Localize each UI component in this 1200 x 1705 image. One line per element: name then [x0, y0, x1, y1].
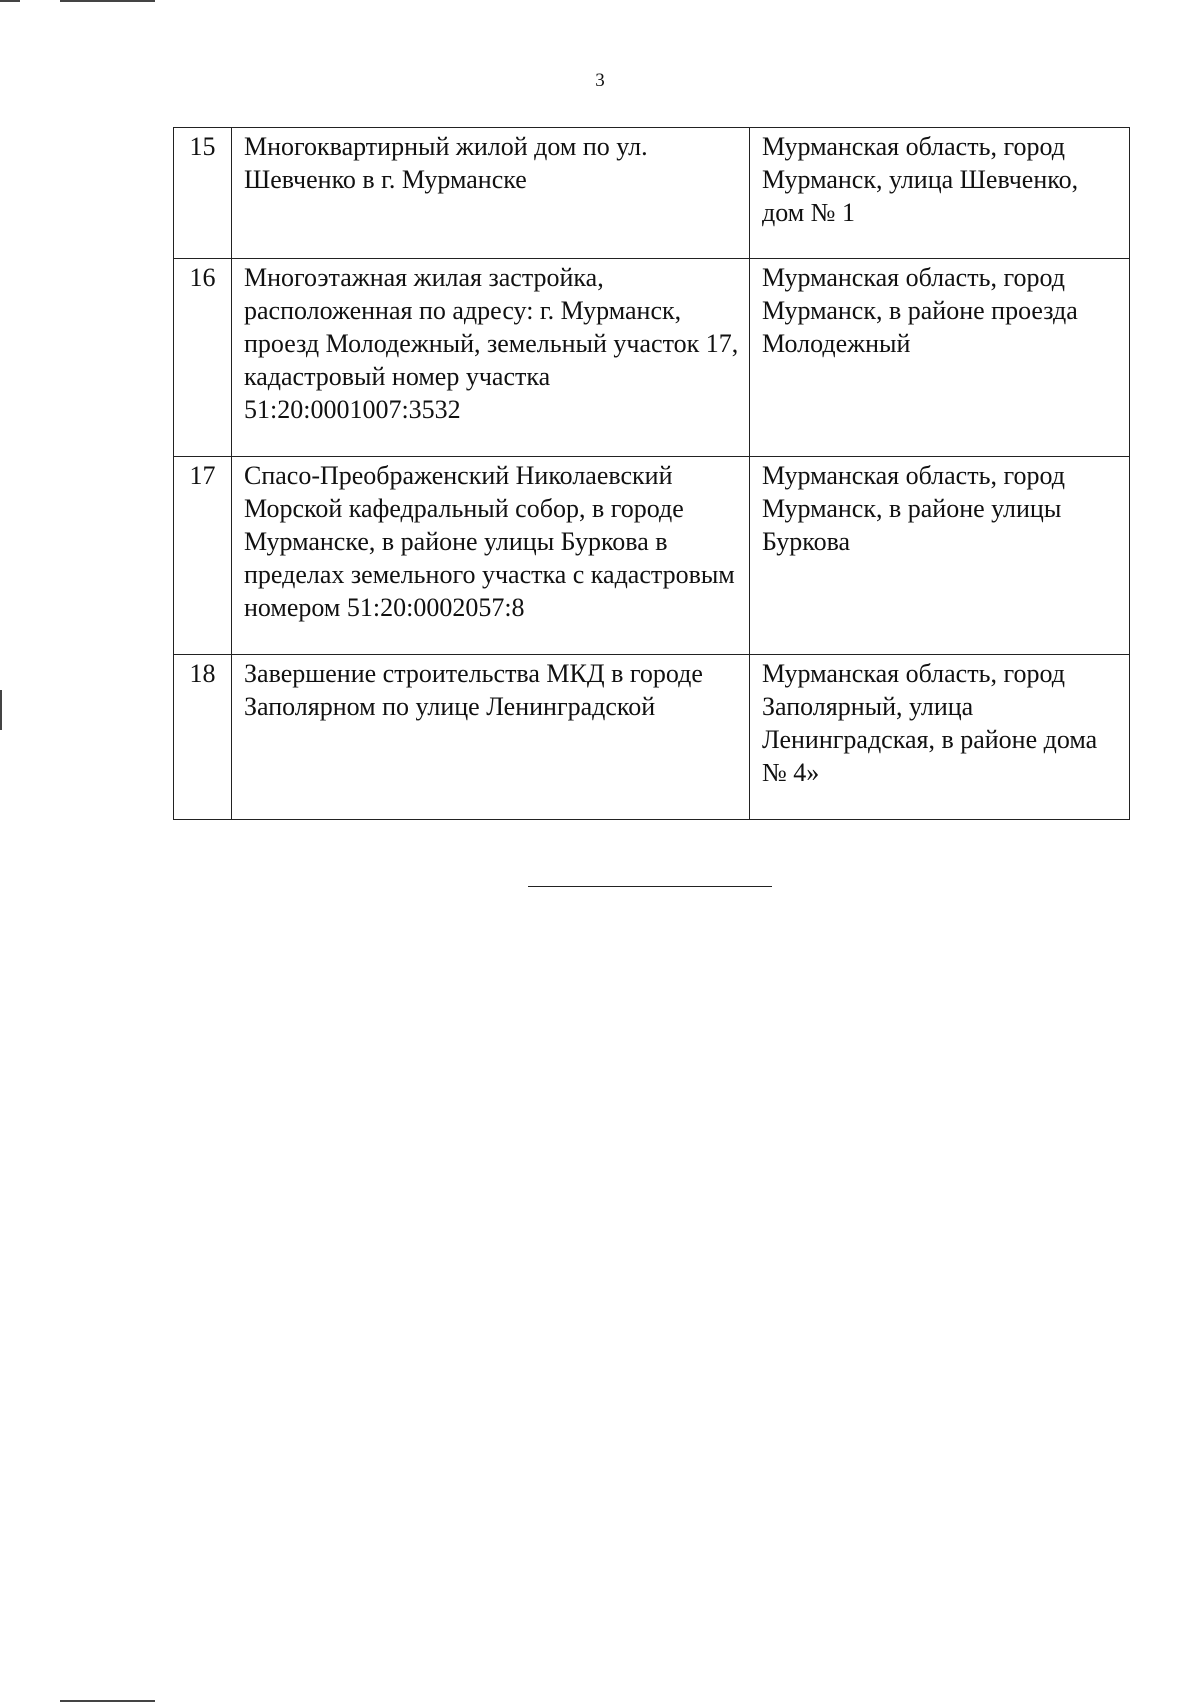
- object-address: Мурманская область, город Мурманск, в районе проезда Молодежный: [750, 259, 1130, 457]
- table-row: [174, 259, 1130, 457]
- object-address: Мурманская область, город Мурманск, в районе улицы Буркова: [750, 457, 1130, 655]
- scan-mark-bottom-left: [60, 1700, 155, 1702]
- row-number: 15: [174, 128, 232, 259]
- table-row: [174, 128, 1130, 259]
- end-of-document-rule: [528, 886, 772, 887]
- row-number: 18: [174, 655, 232, 820]
- table-row: [174, 655, 1130, 820]
- scan-mark-top-left-2: [60, 0, 155, 2]
- object-name: Завершение строительства МКД в городе Заполярном по улице Ленинградской: [232, 655, 750, 820]
- scan-mark-top-left: [0, 0, 20, 2]
- object-name: Многоквартирный жилой дом по ул. Шевченко в г. Мурманске: [232, 128, 750, 259]
- object-name: Спасо-Преображенский Николаевский Морской кафедральный собор, в городе Мурманске, в районе улицы Буркова в пределах земельного участка с кадастровым номером 51:20:0002057:8: [232, 457, 750, 655]
- object-address: Мурманская область, город Мурманск, улица Шевченко, дом № 1: [750, 128, 1130, 259]
- table-row: [174, 457, 1130, 655]
- page-number: 3: [595, 70, 605, 91]
- object-address: Мурманская область, город Заполярный, улица Ленинградская, в районе дома № 4»: [750, 655, 1130, 820]
- row-number: 17: [174, 457, 232, 655]
- scan-mark-left-edge: [0, 690, 2, 730]
- object-name: Многоэтажная жилая застройка, расположенная по адресу: г. Мурманск, проезд Молодежный, земельный участок 17, кадастровый номер участка 51:20:0001007:3532: [232, 259, 750, 457]
- row-number: 16: [174, 259, 232, 457]
- objects-table: [173, 127, 1130, 820]
